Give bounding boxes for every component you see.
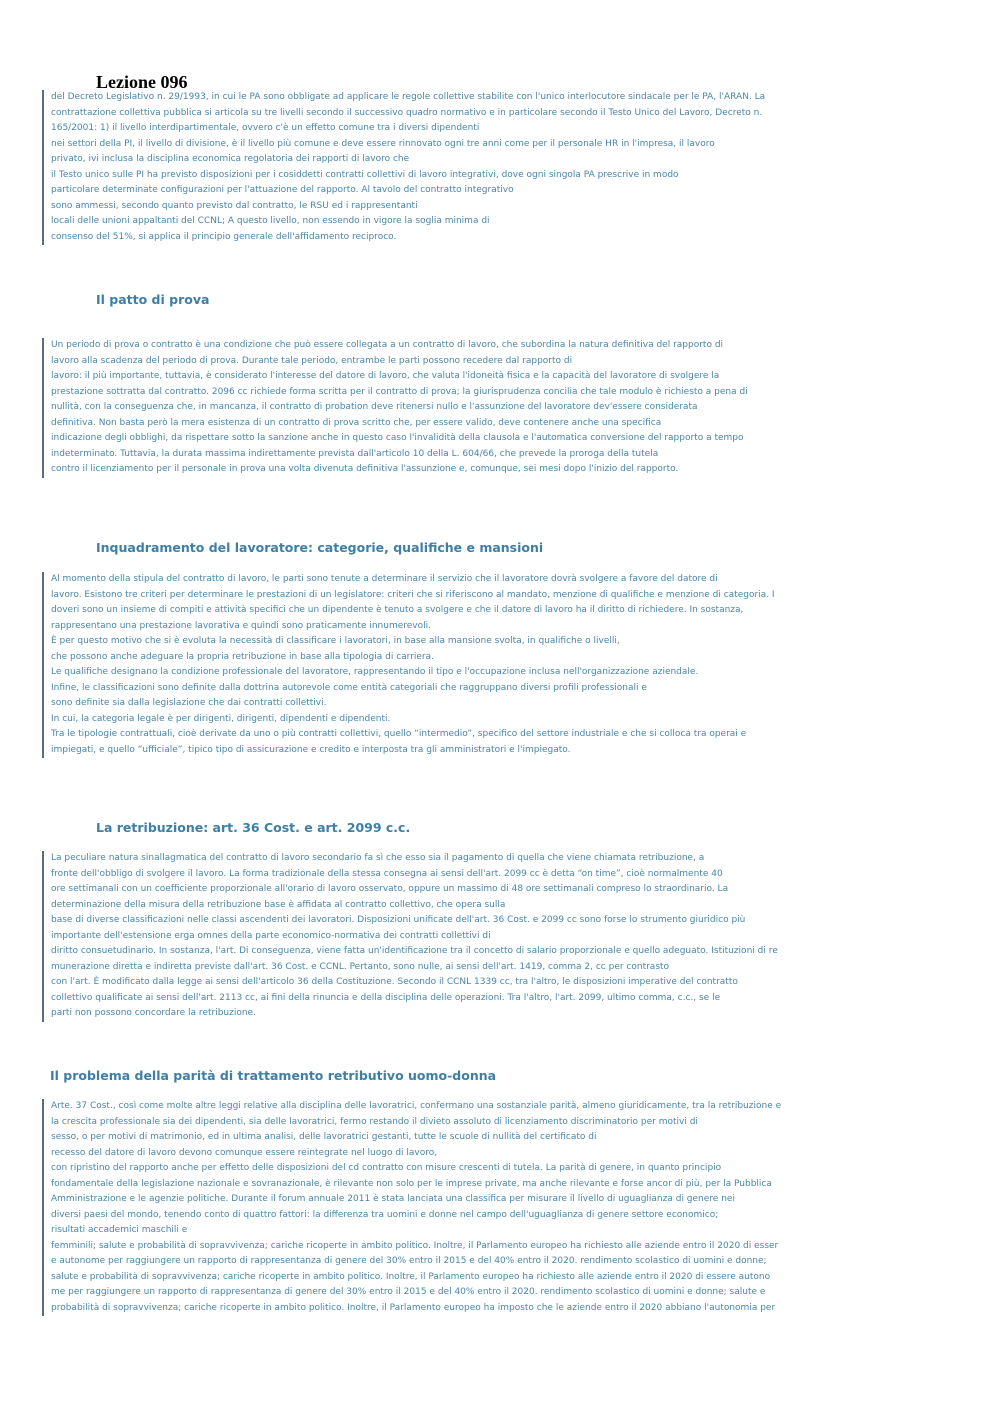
text-line: diritto consuetudinario. In sostanza, l'art. Di conseguenza, viene fatta un'identificazione tra il concetto di salario proporzionale e quello adeguato. Istituzioni di re bbox=[51, 946, 778, 956]
text-line: Le qualifiche designano la condizione professionale del lavoratore, rappresentando il tipo e l'occupazione inclusa nell'organizzazione aziendale. bbox=[51, 667, 699, 677]
text-line: indeterminato. Tuttavia, la durata massima indirettamente prevista dall'articolo 10 della L. 604/66, che prevede la proroga della tutela bbox=[51, 448, 659, 459]
retribuzione-paragraph bbox=[42, 851, 969, 1022]
text-line: fondamentale della legislazione nazionale e sovranazionale, è rilevante non solo per le imprese private, ma anche rilevante e forse ancor di più, per la Pubblica bbox=[51, 1178, 772, 1189]
text-line: parti non possono concordare la retribuzione. bbox=[51, 1008, 256, 1018]
text-line: consenso del 51%, si applica il principio generale dell'affidamento reciproco. bbox=[51, 231, 397, 242]
text-line: diversi paesi del mondo, tenendo conto di quattro fattori: la differenza tra uomini e donne nel campo dell'uguaglianza di genere settore economico; bbox=[51, 1209, 719, 1220]
text-line: nullità, con la conseguenza che, in mancanza, il contratto di probation deve ritenersi nullo e l'assunzione del lavoratore dev'essere considerata bbox=[51, 402, 698, 412]
text-line: Un periodo di prova o contratto è una condizione che può essere collegata a un contratto di lavoro, che subordina la natura definitiva del rapporto di bbox=[51, 340, 724, 350]
parita-paragraph bbox=[42, 1099, 969, 1316]
patto-di-prova-paragraph bbox=[42, 338, 969, 478]
text-line: il Testo unico sulle PI ha previsto disposizioni per i cosiddetti contratti collettivi di lavoro integrativi, dove ogni singola PA prescrive in modo bbox=[51, 169, 679, 180]
text-line: Amministrazione e le agenzie politiche. Durante il forum annuale 2011 è stata lanciata una classifica per misurare il livello di uguaglianza di genere nei bbox=[51, 1194, 735, 1204]
text-line: determinazione della misura della retribuzione base è affidata al contratto collettivo, che opera sulla bbox=[51, 899, 506, 910]
text-line: sesso, o per motivi di matrimonio, ed in ultima analisi, delle lavoratrici gestanti, tutte le scuole di nullità del certificato di bbox=[51, 1132, 597, 1142]
text-line: locali delle unioni appaltanti del CCNL; A questo livello, non essendo in vigore la soglia minima di bbox=[51, 216, 490, 226]
text-line: la crescita professionale sia dei dipendenti, sia delle lavoratrici, fermo restando il divieto assoluto di licenziamento discriminatorio per motivi di bbox=[51, 1116, 698, 1127]
text-line: particolare determinate configurazioni per l'attuazione del rapporto. Al tavolo del contratto integrativo bbox=[51, 185, 514, 195]
lesson-title: Lezione 096 bbox=[96, 72, 188, 92]
text-line: collettivo qualificate ai sensi dell'art. 2113 cc, ai fini della rinuncia e della disciplina delle operazioni. Tra l'altro, l'art. 2099, ultimo comma, c.c., se le bbox=[51, 992, 721, 1003]
text-line: base di diverse classificazioni nelle classi ascendenti dei lavoratori. Disposizioni unificate dell'art. 36 Cost. e 2099 cc sono forse lo strumento giuridico più bbox=[51, 915, 746, 925]
text-line: In cui, la categoria legale è per dirigenti, dirigenti, dipendenti e dipendenti. bbox=[51, 713, 391, 724]
section-heading-inquadramento: Inquadramento del lavoratore: categorie, qualifiche e mansioni bbox=[96, 540, 544, 555]
text-line: Arte. 37 Cost., così come molte altre leggi relative alla disciplina delle lavoratrici, confermano una sostanziale parità, almeno giuridicamente, tra la retribuzione e bbox=[51, 1101, 782, 1111]
text-line: importante dell'estensione erga omnes della parte economico-normativa dei contratti collettivi di bbox=[51, 930, 491, 941]
section-heading-retribuzione: La retribuzione: art. 36 Cost. e art. 2099 c.c. bbox=[96, 820, 411, 835]
text-line: La peculiare natura sinallagmatica del contratto di lavoro secondario fa sì che esso sia il pagamento di quella che viene chiamata retribuzione, a bbox=[51, 853, 705, 863]
text-line: munerazione diretta e indiretta previste dall'art. 36 Cost. e CCNL. Pertanto, sono nulle, ai sensi dell'art. 1419, comma 2, cc per contrasto bbox=[51, 961, 670, 972]
text-line: lavoro. Esistono tre criteri per determinare le prestazioni di un legislatore: criteri che si riferiscono al mandato, menzione di qualifiche e menzione di categoria. I bbox=[51, 589, 775, 600]
text-line: salute e probabilità di sopravvivenza; cariche ricoperte in ambito politico. Inoltre, il Parlamento europeo ha richiesto alle aziende entro il 2020 di essere autono bbox=[51, 1271, 771, 1282]
text-line: impiegati, e quello “ufficiale”, tipico tipo di assicurazione e credito e interposta tra gli amministratori e l'impiegato. bbox=[51, 744, 571, 755]
text-line: privato, ivi inclusa la disciplina economica regolatoria dei rapporti di lavoro che bbox=[51, 154, 410, 164]
text-line: prestazione sottratta dal contratto. 2096 cc richiede forma scritta per il contratto di prova; la giurisprudenza concilia che tale modulo è richiesto a pena di bbox=[51, 386, 748, 397]
text-line: del Decreto Legislativo n. 29/1993, in cui le PA sono obbligate ad applicare le regole collettive stabilite con l'unico interlocutore sindacale per le PA, l'ARAN. La bbox=[51, 92, 766, 102]
text-line: doveri sono un insieme di compiti e attività specifici che un dipendente è tenuto a svolgere e che il datore di lavoro ha il diritto di richiedere. In sostanza, bbox=[51, 605, 744, 615]
text-line: sono definite sia dalla legislazione che dai contratti collettivi. bbox=[51, 698, 327, 708]
text-line: con ripristino del rapporto anche per effetto delle disposizioni del cd contratto con misure crescenti di tutela. La parità di genere, in quanto principio bbox=[51, 1163, 722, 1173]
text-line: lavoro: il più importante, tuttavia, è considerato l'interesse del datore di lavoro, che valuta l'idoneità fisica e la capacità del lavoratore di svolgere la bbox=[51, 371, 720, 381]
text-line: risultati accademici maschili e bbox=[51, 1225, 188, 1235]
text-line: 165/2001: 1) il livello interdipartimentale, ovvero c'è un effetto comune tra i diversi dipendenti bbox=[51, 123, 480, 133]
text-line: sono ammessi, secondo quanto previsto dal contratto, le RSU ed i rappresentanti bbox=[51, 200, 418, 211]
text-line: Infine, le classificazioni sono definite dalla dottrina autorevole come entità categoriali che raggruppano diversi profili professionali e bbox=[51, 682, 647, 693]
text-line: femminili; salute e probabilità di sopravvivenza; cariche ricoperte in ambito politico. Inoltre, il Parlamento europeo ha richiesto alle aziende entro il 2020 di esser bbox=[51, 1240, 779, 1251]
text-line: definitiva. Non basta però la mera esistenza di un contratto di prova scritto che, per essere valido, deve contenere anche una specifica bbox=[51, 417, 662, 428]
text-line: indicazione degli obblighi, da rispettare sotto la sanzione anche in questo caso l'invalidità della clausola e l'automatica conversione del rapporto a tempo bbox=[51, 433, 744, 443]
text-line: nei settori della PI, il livello di divisione, è il livello più comune e deve essere rinnovato ogni tre anni come per il personale HR in l'impresa, il lavoro bbox=[51, 138, 715, 149]
text-line: contrattazione collettiva pubblica si articola su tre livelli secondo il successivo quadro normativo e in particolare secondo il Testo Unico del Lavoro, Decreto n. bbox=[51, 107, 763, 118]
text-line: recesso del datore di lavoro devono comunque essere reintegrate nel luogo di lavoro, bbox=[51, 1147, 438, 1158]
text-line: Tra le tipologie contrattuali, cioè derivate da uno o più contratti collettivi, quello “intermedio”, specifico del settore industriale e che si colloca tra operai e bbox=[51, 729, 747, 739]
text-line: me per raggiungere un rapporto di rappresentanza di genere del 30% entro il 2015 e del 40% entro il 2020. rendimento scolastico di uomini e donne; salute e bbox=[51, 1287, 766, 1297]
text-line: Al momento della stipula del contratto di lavoro, le parti sono tenute a determinare il servizio che il lavoratore dovrà svolgere a favore del datore di bbox=[51, 574, 718, 584]
intro-paragraph bbox=[42, 90, 969, 245]
text-line: lavoro alla scadenza del periodo di prova. Durante tale periodo, entrambe le parti possono recedere dal rapporto di bbox=[51, 355, 573, 366]
text-line: con l'art. È modificato dalla legge ai sensi dell'articolo 36 della Costituzione. Secondo il CCNL 1339 cc, tra l'altro, le disposizioni imperative del contratto bbox=[51, 977, 738, 987]
text-line: e autonome per raggiungere un rapporto di rappresentanza di genere del 30% entro il 2015 e del 40% entro il 2020. rendimento scolastico di uomini e donne; bbox=[51, 1256, 767, 1266]
section-heading-patto-di-prova: Il patto di prova bbox=[96, 292, 210, 307]
text-line: che possono anche adeguare la propria retribuzione in base alla tipologia di carriera. bbox=[51, 651, 435, 662]
text-line: rappresentano una prestazione lavorativa e quindi sono praticamente innumerevoli. bbox=[51, 620, 431, 631]
text-line: probabilità di sopravvivenza; cariche ricoperte in ambito politico. Inoltre, il Parlamento europeo ha imposto che le aziende entro il 2020 abbiano l'autonomia per bbox=[51, 1302, 776, 1313]
text-line: fronte dell'obbligo di svolgere il lavoro. La forma tradizionale della stessa consegna ai sensi dell'art. 2099 cc è detta “on time”, cioè normalmente 40 bbox=[51, 868, 723, 879]
text-line: contro il licenziamento per il personale in prova una volta divenuta definitiva l'assunzione e, comunque, sei mesi dopo l'inizio del rapporto. bbox=[51, 464, 679, 474]
section-heading-parita: Il problema della parità di trattamento retributivo uomo-donna bbox=[50, 1068, 497, 1083]
text-line: ore settimanali con un coefficiente proporzionale all'orario di lavoro osservato, oppure un massimo di 48 ore settimanali compreso lo straordinario. La bbox=[51, 884, 729, 894]
inquadramento-paragraph bbox=[42, 572, 969, 758]
text-line: È per questo motivo che si è evoluta la necessità di classificare i lavoratori, in base alla mansione svolta, in qualifiche o livelli, bbox=[51, 636, 620, 646]
